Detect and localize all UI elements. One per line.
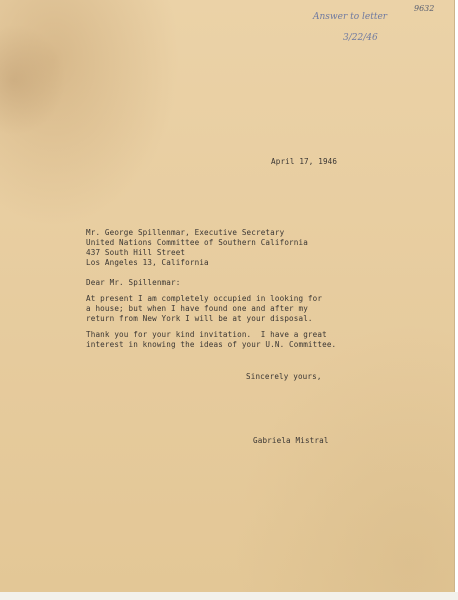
closing: Sincerely yours, [246,372,322,381]
signature-name: Gabriela Mistral [253,436,329,445]
recipient-line: United Nations Committee of Southern California [86,238,308,247]
handwritten-note: Answer to letter [313,12,388,22]
paragraph-line: At present I am completely occupied in looking for [86,294,323,303]
scan-margin [0,592,458,600]
recipient-line: 437 South Hill Street [86,248,186,257]
paragraph-1 [86,294,322,324]
handwritten-date: 3/22/46 [343,33,378,43]
salutation: Dear Mr. Spillenmar: [86,278,181,287]
paragraph-2 [86,330,336,350]
paragraph-line: return from New York I will be at your disposal. [86,314,313,323]
archive-reference: 9632 [414,4,435,13]
recipient-line: Los Angeles 13, California [86,258,209,267]
letter-date: April 17, 1946 [271,157,338,166]
recipient-address [86,228,308,268]
water-stain [0,20,70,140]
paragraph-line: a house; but when I have found one and after my [86,304,308,313]
recipient-line: Mr. George Spillenmar, Executive Secretary [86,228,285,237]
paragraph-line: interest in knowing the ideas of your U.N. Committee. [86,340,337,349]
paragraph-line: Thank you for your kind invitation. I have a great [86,330,327,339]
